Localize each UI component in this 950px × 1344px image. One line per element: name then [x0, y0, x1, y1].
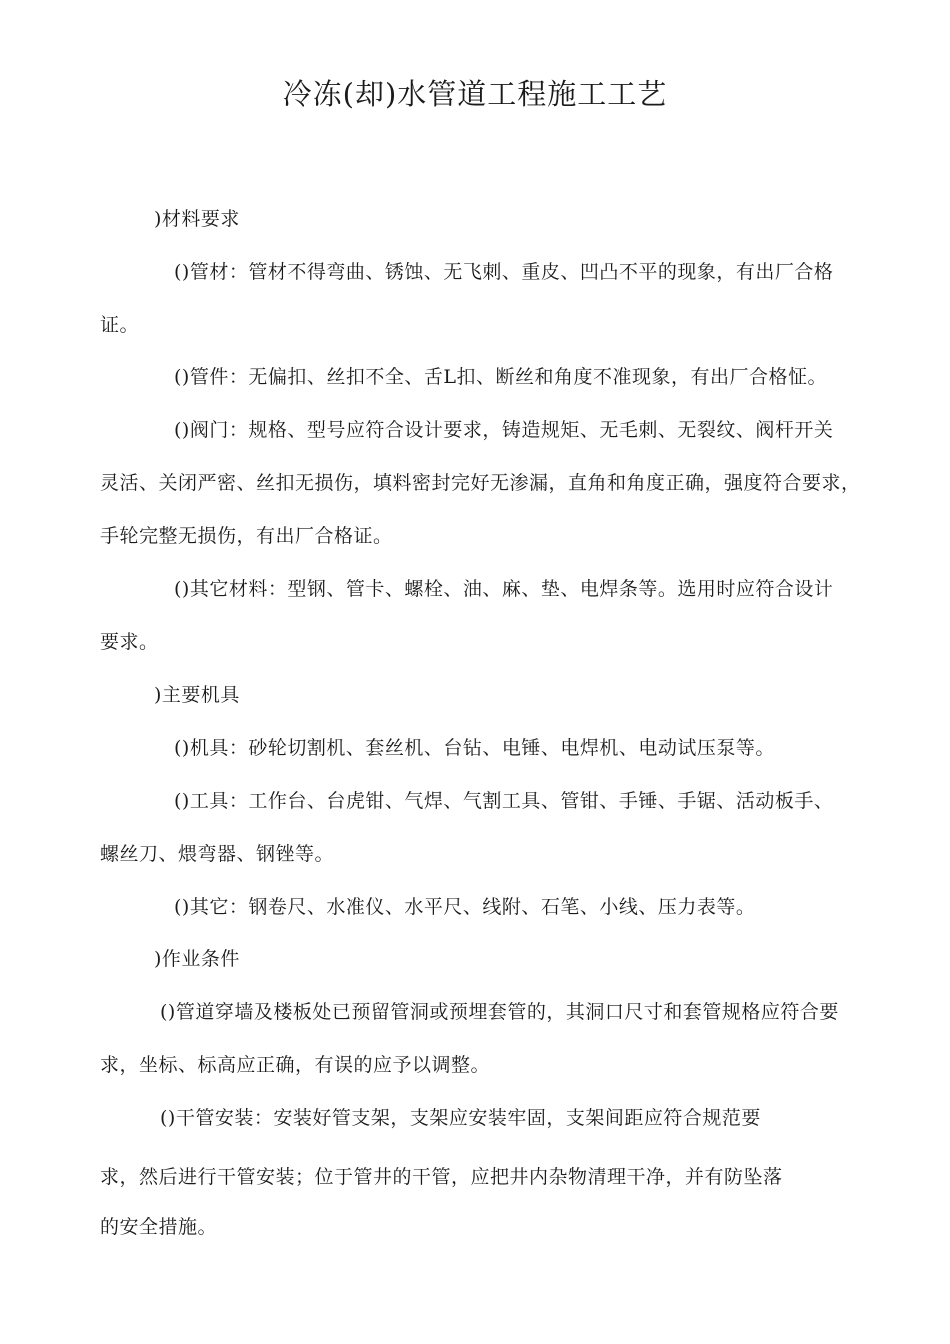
- section-heading-materials: )材料要求: [154, 208, 240, 230]
- page-title: 冷冻(却)水管道工程施工工艺: [282, 77, 668, 111]
- paragraph-pipe-line-1: ()管材：管材不得弯曲、锈蚀、无飞刺、重皮、凹凸不平的现象，有出厂合格: [174, 261, 834, 283]
- paragraph-walls-line-2: 求，坐标、标高应正确，有误的应予以调整。: [100, 1054, 491, 1076]
- paragraph-valves-line-1: ()阀门：规格、型号应符合设计要求，铸造规矩、无毛刺、无裂纹、阀杆开关: [174, 419, 834, 441]
- paragraph-other-materials-line-2: 要求。: [100, 631, 159, 653]
- paragraph-other-materials-line-1: ()其它材料：型钢、管卡、螺栓、油、麻、垫、电焊条等。选用时应符合设计: [174, 578, 834, 600]
- section-heading-tools: )主要机具: [154, 684, 240, 706]
- paragraph-trunk-line-3: 的安全措施。: [100, 1216, 218, 1238]
- paragraph-trunk-line-1: ()干管安装：安装好管支架，支架应安装牢固，支架间距应符合规范要: [160, 1107, 761, 1129]
- paragraph-pipe-line-2: 证。: [100, 314, 140, 336]
- paragraph-valves-line-2: 灵活、关闭严密、丝扣无损伤，填料密封完好无渗漏，直角和角度正确，强度符合要求，: [100, 472, 861, 494]
- paragraph-fittings: ()管件：无偏扣、丝扣不全、舌L扣、断丝和角度不准现象，有出厂合格怔。: [174, 366, 827, 388]
- paragraph-hand-tools-line-1: ()工具：工作台、台虎钳、气焊、气割工具、管钳、手锤、手锯、活动板手、: [174, 790, 834, 812]
- section-heading-conditions: )作业条件: [154, 948, 240, 970]
- paragraph-machines: ()机具：砂轮切割机、套丝机、台钻、电锤、电焊机、电动试压泵等。: [174, 737, 775, 759]
- paragraph-valves-line-3: 手轮完整无损伤，有出厂合格证。: [100, 525, 393, 547]
- paragraph-other-tools: ()其它：钢卷尺、水准仪、水平尺、线附、石笔、小线、压力表等。: [174, 896, 756, 918]
- paragraph-walls-line-1: ()管道穿墙及楼板处已预留管洞或预埋套管的，其洞口尺寸和套管规格应符合要: [160, 1001, 839, 1023]
- paragraph-hand-tools-line-2: 螺丝刀、煨弯器、钢锉等。: [100, 843, 335, 865]
- paragraph-trunk-line-2: 求，然后进行干管安装；位于管井的干管，应把井内杂物清理干净，并有防坠落: [100, 1166, 783, 1188]
